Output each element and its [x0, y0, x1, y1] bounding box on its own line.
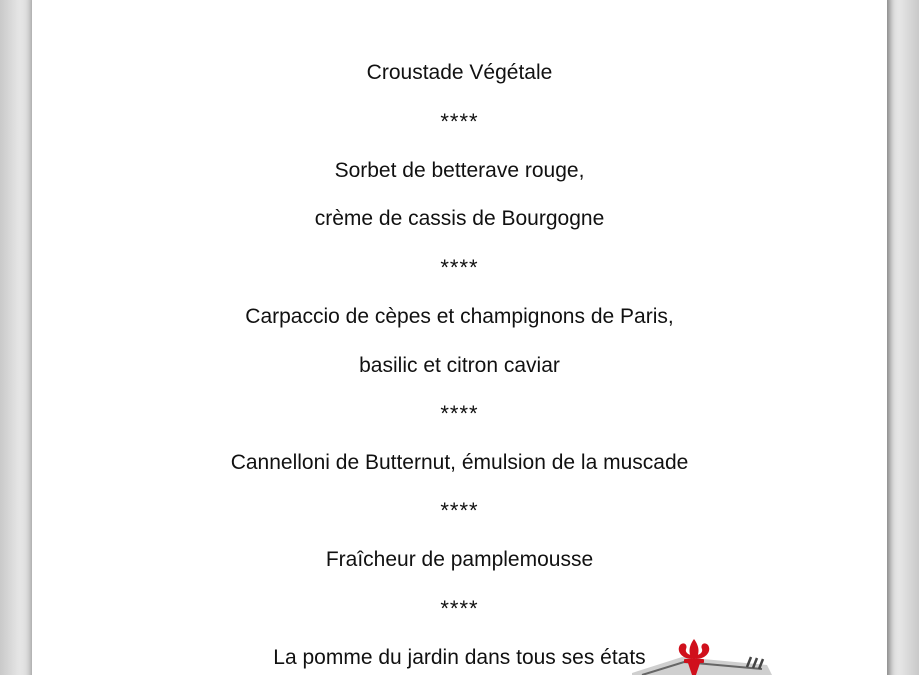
- menu-item: Carpaccio de cèpes et champignons de Paris,: [245, 305, 674, 328]
- menu-item: Croustade Végétale: [366, 61, 553, 84]
- menu-item: La pomme du jardin dans tous ses états: [273, 646, 646, 669]
- menu-item: Sorbet de betterave rouge,: [334, 159, 585, 182]
- menu-page: [32, 0, 887, 675]
- course-separator: ****: [440, 596, 479, 621]
- menu-item: basilic et citron caviar: [359, 354, 560, 377]
- menu-item: Fraîcheur de pamplemousse: [325, 548, 594, 571]
- menu-item: Cannelloni de Butternut, émulsion de la muscade: [230, 451, 689, 474]
- course-separator: ****: [440, 498, 479, 523]
- course-separator: ****: [440, 255, 479, 280]
- fleur-de-lis-icon: [622, 635, 782, 675]
- course-separator: ****: [440, 109, 479, 134]
- menu-item: crème de cassis de Bourgogne: [314, 207, 605, 230]
- course-separator: ****: [440, 401, 479, 426]
